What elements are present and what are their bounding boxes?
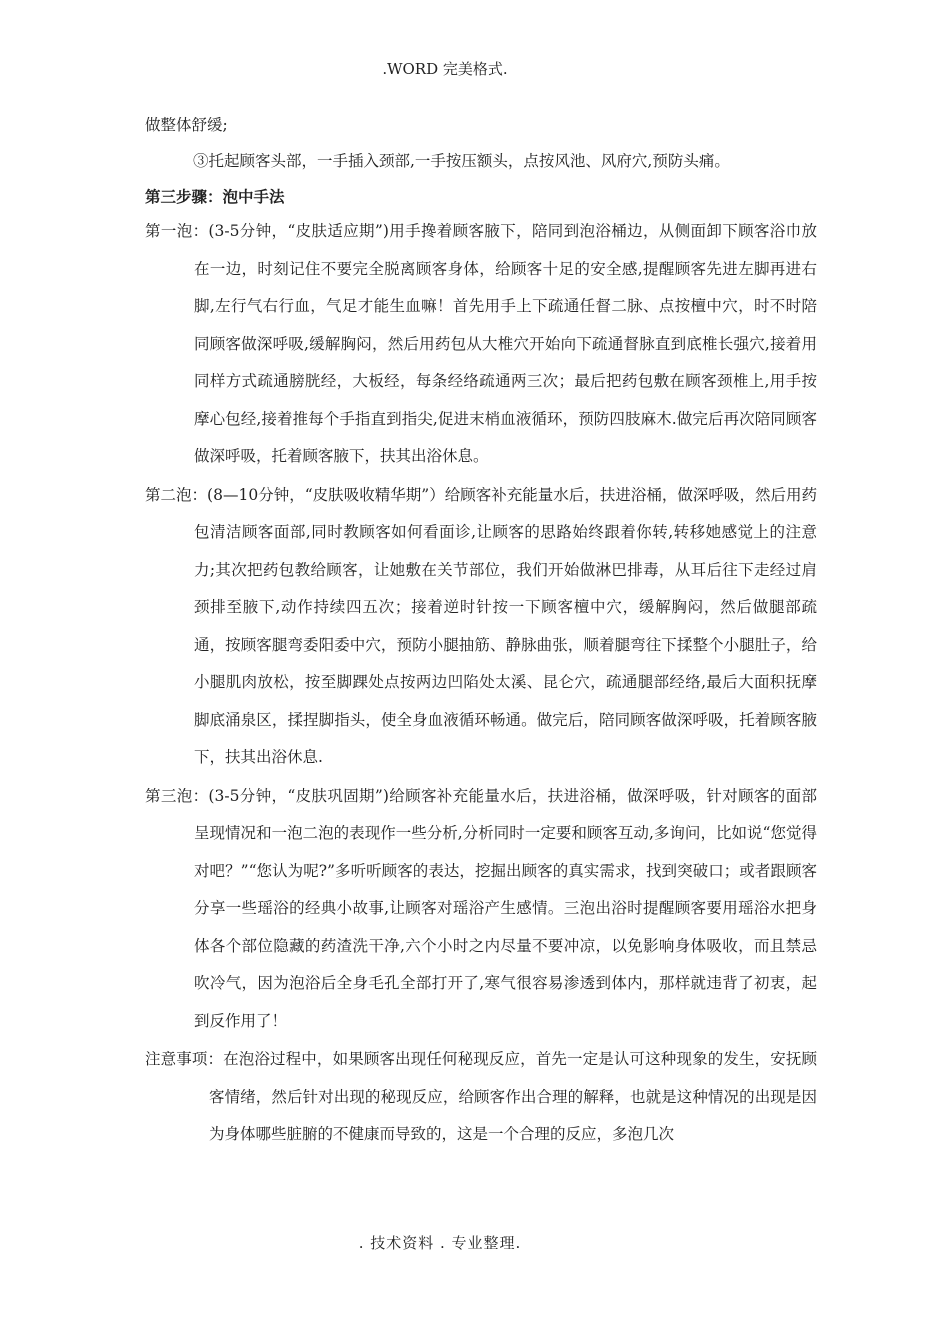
paragraph-step-3: ③托起顾客头部，一手插入颈部,一手按压额头，点按风池、风府穴,预防头痛。 <box>193 152 730 170</box>
paragraph-intro: 做整体舒缓; <box>145 116 228 134</box>
paragraph-third-soak: 第三泡：(3-5分钟，“皮肤巩固期”)给顾客补充能量水后，扶进浴桶，做深呼吸，针对顾客的面部呈现情况和一泡二泡的表现作一些分析,分析同时一定要和顾客互动,多询问，比如说“您觉得对吧？”“您认为呢?”多听听顾客的表达，挖掘出顾客的真实需求，找到突破口；或者跟顾客分享一些瑶浴的经典小故事,让顾客对瑶浴产生感情。三泡出浴时提醒顾客要用瑶浴水把身体各个部位隐藏的药渣洗干净,六个小时之内尽量不要冲凉，以免影响身体吸收，而且禁忌吹冷气，因为泡浴后全身毛孔全部打开了,寒气很容易渗透到体内，那样就违背了初衷，起到反作用了！ <box>145 786 817 1030</box>
footer-text: . 技术资料 . 专业整理. <box>358 1234 522 1252</box>
document-body <box>145 110 817 1154</box>
page-header <box>0 58 950 79</box>
section-heading: 第三步骤：泡中手法 <box>145 188 285 206</box>
paragraph-notes: 注意事项：在泡浴过程中，如果顾客出现任何秘现反应，首先一定是认可这种现象的发生，安抚顾客情绪，然后针对出现的秘现反应，给顾客作出合理的解释，也就是这种情况的出现是因为身体哪些脏腑的不健康而导致的，这是一个合理的反应，多泡几次 <box>145 1050 817 1143</box>
page-footer <box>0 1232 950 1253</box>
header-text: .WORD 完美格式. <box>382 60 508 78</box>
paragraph-second-soak: 第二泡：(8—10分钟，“皮肤吸收精华期”）给顾客补充能量水后，扶进浴桶，做深呼吸，然后用药包清洁顾客面部,同时教顾客如何看面诊,让顾客的思路始终跟着你转,转移她感觉上的注意力;其次把药包教给顾客，让她敷在关节部位，我们开始做淋巴排毒，从耳后往下走经过肩颈排至腋下,动作持续四五次；接着逆时针按一下顾客檀中穴，缓解胸闷，然后做腿部疏通，按顾客腿弯委阳委中穴，预防小腿抽筋、静脉曲张，顺着腿弯往下揉整个小腿肚子，给小腿肌肉放松，按至脚踝处点按两边凹陷处太溪、昆仑穴，疏通腿部经络,最后大面积抚摩脚底涌泉区，揉捏脚指头，使全身血液循环畅通。做完后，陪同顾客做深呼吸，托着顾客腋下，扶其出浴休息. <box>145 485 817 766</box>
paragraph-first-soak: 第一泡：(3-5分钟，“皮肤适应期”)用手搀着顾客腋下，陪同到泡浴桶边，从侧面卸下顾客浴巾放在一边，时刻记住不要完全脱离顾客身体，给顾客十足的安全感,提醒顾客先进左脚再进右脚,左行气右行血，气足才能生血嘛！首先用手上下疏通任督二脉、点按檀中穴，时不时陪同顾客做深呼吸,缓解胸闷，然后用药包从大椎穴开始向下疏通督脉直到底椎长强穴,接着用同样方式疏通膀胱经，大板经，每条经络疏通两三次；最后把药包敷在顾客颈椎上,用手按摩心包经,接着推每个手指直到指尖,促进末梢血液循环，预防四肢麻木.做完后再次陪同顾客做深呼吸，托着顾客腋下，扶其出浴休息。 <box>145 222 817 465</box>
